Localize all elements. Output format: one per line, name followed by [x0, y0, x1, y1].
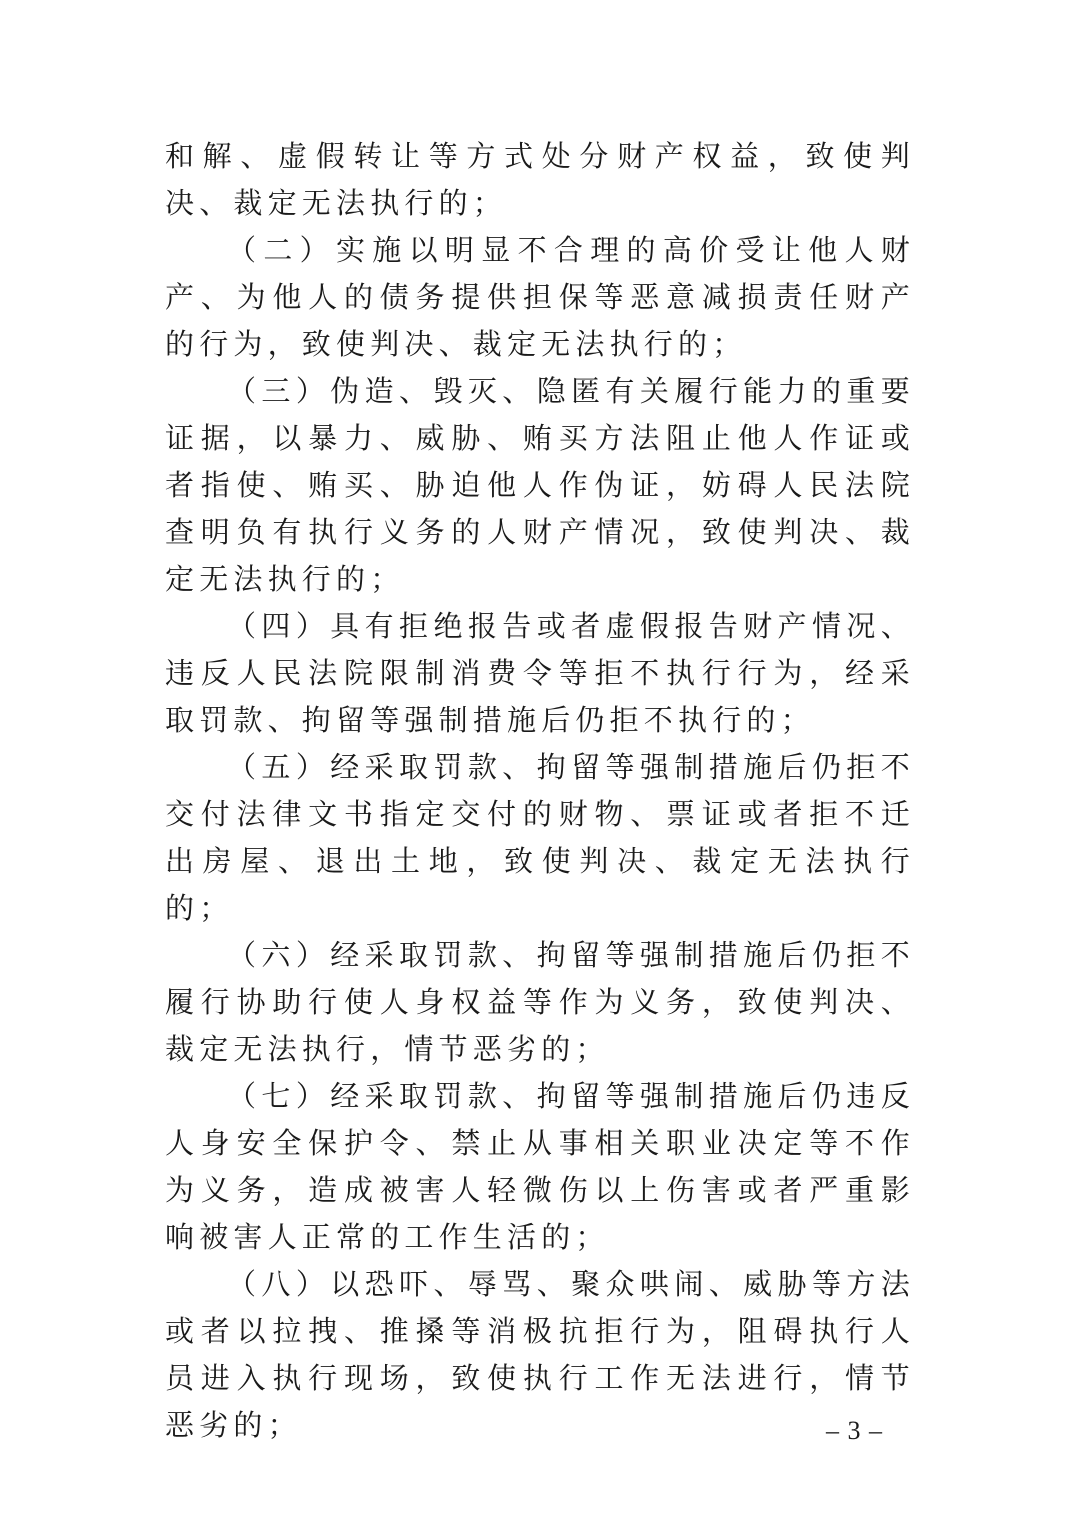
- paragraph-item-8: （八）以恐吓、辱骂、聚众哄闹、威胁等方法或者以拉拽、推搡等消极抗拒行为，阻碍执行人员进入执行现场，致使执行工作无法进行，情节恶劣的；: [165, 1267, 915, 1442]
- paragraph-item-3: （三）伪造、毁灭、隐匿有关履行能力的重要证据，以暴力、威胁、贿买方法阻止他人作证或者指使、贿买、胁迫他人作伪证，妨碍人民法院查明负有执行义务的人财产情况，致使判决、裁定无法执行的；: [165, 374, 915, 596]
- page-number: – 3 –: [826, 1416, 883, 1445]
- paragraph-item-4: （四）具有拒绝报告或者虚假报告财产情况、违反人民法院限制消费令等拒不执行行为，经采取罚款、拘留等强制措施后仍拒不执行的；: [165, 609, 915, 737]
- paragraph-item-7: （七）经采取罚款、拘留等强制措施后仍违反人身安全保护令、禁止从事相关职业决定等不作为义务，造成被害人轻微伤以上伤害或者严重影响被害人正常的工作生活的；: [165, 1079, 915, 1254]
- paragraph-item-6: （六）经采取罚款、拘留等强制措施后仍拒不履行协助行使人身权益等作为义务，致使判决、裁定无法执行，情节恶劣的；: [165, 938, 915, 1066]
- paragraph-item-5: （五）经采取罚款、拘留等强制措施后仍拒不交付法律文书指定交付的财物、票证或者拒不迁出房屋、退出土地，致使判决、裁定无法执行的；: [165, 750, 915, 925]
- paragraph-item-2: （二）实施以明显不合理的高价受让他人财产、为他人的债务提供担保等恶意减损责任财产的行为，致使判决、裁定无法执行的；: [165, 233, 915, 361]
- document-body: [165, 133, 915, 1449]
- paragraph-continuation: 和解、虚假转让等方式处分财产权益，致使判决、裁定无法执行的；: [165, 139, 915, 220]
